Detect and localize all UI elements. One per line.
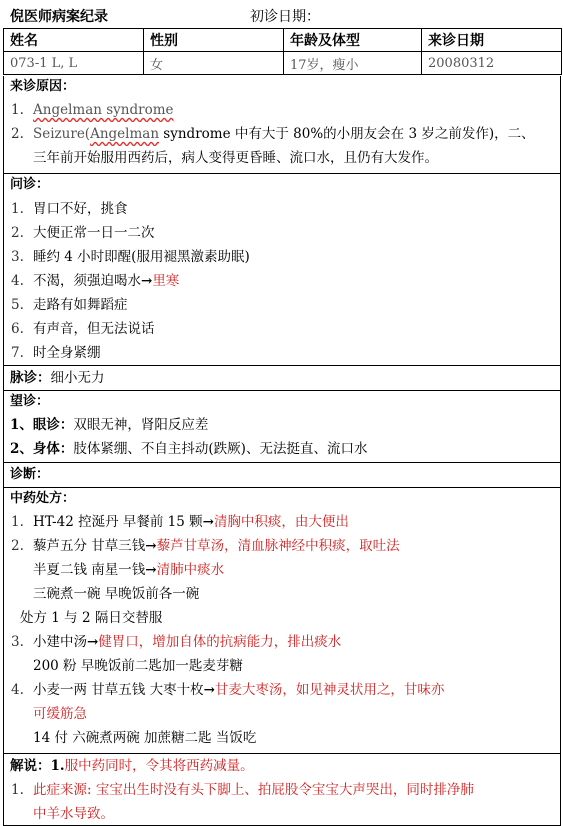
prescription-heading: 中药处方： <box>10 491 76 506</box>
prescription-section <box>3 488 561 754</box>
list-item <box>4 558 560 582</box>
list-item <box>4 293 560 317</box>
item-note: 甘麦大枣汤，如见神灵状用之，甘味亦 <box>214 682 445 698</box>
list-item <box>4 221 560 245</box>
item-note: 此症来源: 宝宝出生时没有头下脚上、拍屁股令宝宝大声哭出，同时排净肺 <box>33 782 474 798</box>
pulse-text: 细小无力 <box>50 370 105 386</box>
list-item: 14 付 六碗煮两碗 加蔗糖二匙 当饭吃 <box>33 730 257 746</box>
explanation-label: 解说： <box>10 758 51 774</box>
item-number: 2. <box>11 126 24 142</box>
arrow-icon: → <box>87 634 99 650</box>
list-item <box>4 630 560 654</box>
item-text: 睡约 4 小时即醒(服用褪黑激素助眠) <box>33 249 250 265</box>
item-text: syndrome 中有大于 80%的小朋友会在 3 岁之前发作)，二、 <box>159 126 535 142</box>
list-item <box>4 269 560 293</box>
item-number: 1. <box>11 782 24 798</box>
item-text: HT-42 控涎丹 早餐前 15 颗 <box>33 514 203 530</box>
diagnosis-section <box>3 463 561 488</box>
item-number: 1. <box>11 102 24 118</box>
list-item <box>4 413 560 437</box>
item-label: 1、眼诊： <box>10 417 74 433</box>
list-item <box>4 317 560 341</box>
name-value: 073-1 L, L <box>4 52 144 75</box>
list-item-continuation: 中羊水导致。 <box>33 806 114 822</box>
observation-section <box>3 391 561 463</box>
title-row <box>0 0 563 28</box>
arrow-icon: → <box>145 538 157 554</box>
item-number: 2. <box>11 225 24 241</box>
list-item-continuation: 可缓筋急 <box>33 706 87 722</box>
item-number: 7. <box>11 345 24 361</box>
item-number: 1. <box>50 758 65 774</box>
list-item <box>4 510 560 534</box>
item-text: 半夏二钱 南星一钱 <box>33 562 146 578</box>
item-label: 2、身体： <box>10 441 74 457</box>
item-text: Angelman syndrome <box>33 102 174 118</box>
pulse-label: 脉诊： <box>10 370 51 386</box>
item-number: 1. <box>11 201 24 217</box>
visit-reason-heading: 来诊原因： <box>10 79 76 94</box>
record-title: 倪医师病案纪录 <box>10 9 108 25</box>
visit-date-value: 20080312 <box>422 52 562 75</box>
diagnosis-heading: 诊断： <box>10 467 50 482</box>
info-value-row <box>4 52 562 75</box>
item-number: 1. <box>11 514 24 530</box>
item-note: 藜芦甘草汤，清血脉神经中积痰，取吐法 <box>156 538 400 554</box>
list-item <box>4 98 560 122</box>
arrow-icon: → <box>141 273 153 289</box>
list-item-continuation: 三年前开始服用西药后，病人变得更昏睡、流口水，且仍有大发作。 <box>33 150 438 166</box>
info-header-row <box>4 29 562 52</box>
item-text: 走路有如舞蹈症 <box>33 297 128 313</box>
item-text: Angelman <box>90 126 160 142</box>
item-note: 清肺中痰水 <box>156 562 225 578</box>
item-number: 4. <box>11 682 24 698</box>
pulse-line <box>4 366 560 390</box>
list-item <box>4 678 560 702</box>
item-text: 有声音，但无法说话 <box>33 321 155 337</box>
inquiry-section <box>3 174 561 366</box>
list-item: 200 粉 早晚饭前二匙加一匙麦芽糖 <box>33 658 243 674</box>
patient-info-table <box>3 28 562 75</box>
item-text: 肢体紧绷、不自主抖动(跌厥)、无法挺直、流口水 <box>73 441 368 457</box>
gender-value: 女 <box>144 52 284 75</box>
item-text: 小麦一两 甘草五钱 大枣十枚 <box>33 682 204 698</box>
item-number: 3. <box>11 634 24 650</box>
item-text: 双眼无神，肾阳反应差 <box>73 417 209 433</box>
list-item <box>4 534 560 558</box>
first-visit-date-label: 初诊日期： <box>250 9 320 25</box>
age-build-header: 年龄及体型 <box>284 29 422 52</box>
item-text: Seizure( <box>33 126 91 142</box>
item-note: 健胃口，增加自体的抗病能力，排出痰水 <box>98 634 342 650</box>
arrow-icon: → <box>202 514 214 530</box>
observation-heading: 望诊： <box>10 394 50 409</box>
item-number: 5. <box>11 297 24 313</box>
pulse-section <box>3 366 561 391</box>
item-number: 3. <box>11 249 24 265</box>
item-number: 2. <box>11 538 24 554</box>
gender-header: 性别 <box>144 29 284 52</box>
item-text: 小建中汤 <box>33 634 87 650</box>
item-number: 6. <box>11 321 24 337</box>
item-text: 时全身紧绷 <box>33 345 101 361</box>
explanation-first-line <box>4 754 560 778</box>
name-header: 姓名 <box>4 29 144 52</box>
list-item: 处方 1 与 2 隔日交替服 <box>20 610 163 626</box>
item-text: 藜芦五分 甘草三钱 <box>33 538 146 554</box>
list-item <box>4 437 560 461</box>
list-item <box>4 197 560 221</box>
list-item <box>4 122 560 146</box>
item-note: 清胸中积痰，由大便出 <box>213 514 349 530</box>
item-text: 不渴，须强迫喝水 <box>33 273 141 289</box>
explanation-section <box>3 754 561 826</box>
item-note: 服中药同时，令其将西药减量。 <box>64 758 254 774</box>
arrow-icon: → <box>203 682 215 698</box>
list-item <box>4 341 560 365</box>
item-text: 胃口不好，挑食 <box>33 201 128 217</box>
list-item <box>4 245 560 269</box>
list-item <box>4 778 560 802</box>
item-number: 4. <box>11 273 24 289</box>
list-item: 三碗煮一碗 早晚饭前各一碗 <box>33 586 200 602</box>
item-text: 大便正常一日一二次 <box>33 225 155 241</box>
age-build-value: 17岁，瘦小 <box>284 52 422 75</box>
arrow-icon: → <box>145 562 157 578</box>
visit-reason-section <box>3 76 561 174</box>
item-note: 里寒 <box>152 273 180 289</box>
visit-date-header: 来诊日期 <box>422 29 562 52</box>
inquiry-heading: 问诊： <box>10 177 50 192</box>
